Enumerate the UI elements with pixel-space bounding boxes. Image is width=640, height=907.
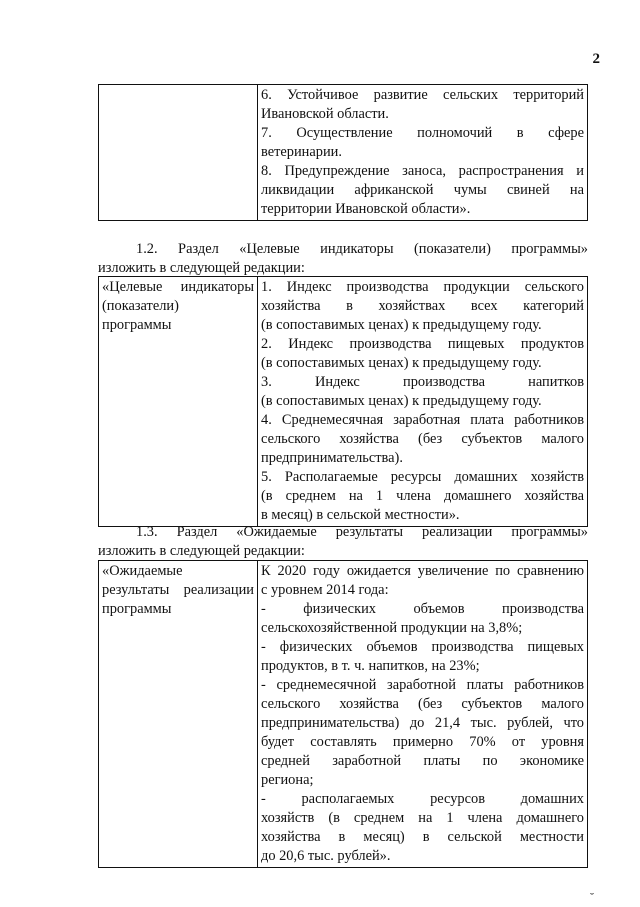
result-line: сельскохозяйственной продукции на 3,8%;: [261, 620, 523, 636]
left-label-line: (показатели): [102, 298, 179, 314]
expected-results-table: [98, 560, 588, 868]
result-line: предпринимательства) до 21,4 тыс. рублей, что: [261, 715, 584, 731]
result-line: будет составлять примерно 70% от уровня: [261, 734, 584, 750]
result-line: - физических объемов производства пищевых: [261, 639, 584, 655]
intro-line: изложить в следующей редакции:: [98, 543, 305, 559]
result-line: - физических объемов производства: [261, 601, 584, 617]
results-right-cell: [258, 561, 588, 868]
intro-line: 1.2. Раздел «Целевые индикаторы (показатели) программы»: [136, 241, 588, 257]
table1-right-cell: [258, 85, 588, 221]
indicator-line: в месяц) в сельской местности».: [261, 507, 460, 523]
indicator-line: сельского хозяйства (без субъектов малого: [261, 431, 584, 447]
section-1-2-intro: [98, 240, 588, 278]
page-number: 2: [592, 51, 600, 67]
task-line: ветеринарии.: [261, 144, 342, 160]
task-line: Ивановской области.: [261, 106, 389, 122]
scan-mark: ˘: [590, 890, 594, 904]
left-label-line: программы: [102, 601, 172, 617]
indicator-line: хозяйства в хозяйствах всех категорий: [261, 298, 584, 314]
task-line: 8. Предупреждение заноса, распространения и: [261, 163, 584, 179]
result-line: региона;: [261, 772, 314, 788]
result-line: с уровнем 2014 года:: [261, 582, 389, 598]
result-line: хозяйства в месяц) в сельской местности: [261, 829, 584, 845]
indicator-line: 1. Индекс производства продукции сельского: [261, 279, 584, 295]
result-line: - располагаемых ресурсов домашних: [261, 791, 584, 807]
result-line: сельского хозяйства (без субъектов малого: [261, 696, 584, 712]
intro-line: изложить в следующей редакции:: [98, 260, 305, 276]
result-line: до 20,6 тыс. рублей».: [261, 848, 391, 864]
indicator-line: (в сопоставимых ценах) к предыдущему году.: [261, 317, 542, 333]
left-label-line: программы: [102, 317, 172, 333]
indicator-line: (в сопоставимых ценах) к предыдущему году.: [261, 355, 542, 371]
indicator-line: предпринимательства).: [261, 450, 403, 466]
table1-left-cell: [99, 85, 258, 221]
task-line: ликвидации африканской чумы свиней на: [261, 182, 584, 198]
task-line: 6. Устойчивое развитие сельских территорий: [261, 87, 584, 103]
indicators-right-cell: [258, 277, 588, 527]
program-tasks-table: [98, 84, 588, 221]
indicator-line: 3. Индекс производства напитков: [261, 374, 584, 390]
left-label-line: «Целевые индикаторы: [102, 279, 254, 295]
indicator-line: (в сопоставимых ценах) к предыдущему году.: [261, 393, 542, 409]
indicator-line: 5. Располагаемые ресурсы домашних хозяйств: [261, 469, 584, 485]
section-1-3-intro: [98, 523, 588, 561]
left-label-line: результаты реализации: [102, 582, 254, 598]
task-line: территории Ивановской области».: [261, 201, 471, 217]
result-line: продуктов, в т. ч. напитков, на 23%;: [261, 658, 480, 674]
result-line: средней заработной платы по экономике: [261, 753, 584, 769]
intro-line: 1.3. Раздел «Ожидаемые результаты реализации программы»: [136, 524, 588, 540]
result-line: - среднемесячной заработной платы работников: [261, 677, 584, 693]
result-line: К 2020 году ожидается увеличение по сравнению: [261, 563, 584, 579]
result-line: хозяйств (в среднем на 1 члена домашнего: [261, 810, 584, 826]
indicator-line: (в среднем на 1 члена домашнего хозяйства: [261, 488, 584, 504]
results-left-cell: [99, 561, 258, 868]
target-indicators-table: [98, 276, 588, 527]
left-label-line: «Ожидаемые: [102, 563, 183, 579]
indicators-left-cell: [99, 277, 258, 527]
indicator-line: 2. Индекс производства пищевых продуктов: [261, 336, 584, 352]
task-line: 7. Осуществление полномочий в сфере: [261, 125, 584, 141]
indicator-line: 4. Среднемесячная заработная плата работников: [261, 412, 584, 428]
